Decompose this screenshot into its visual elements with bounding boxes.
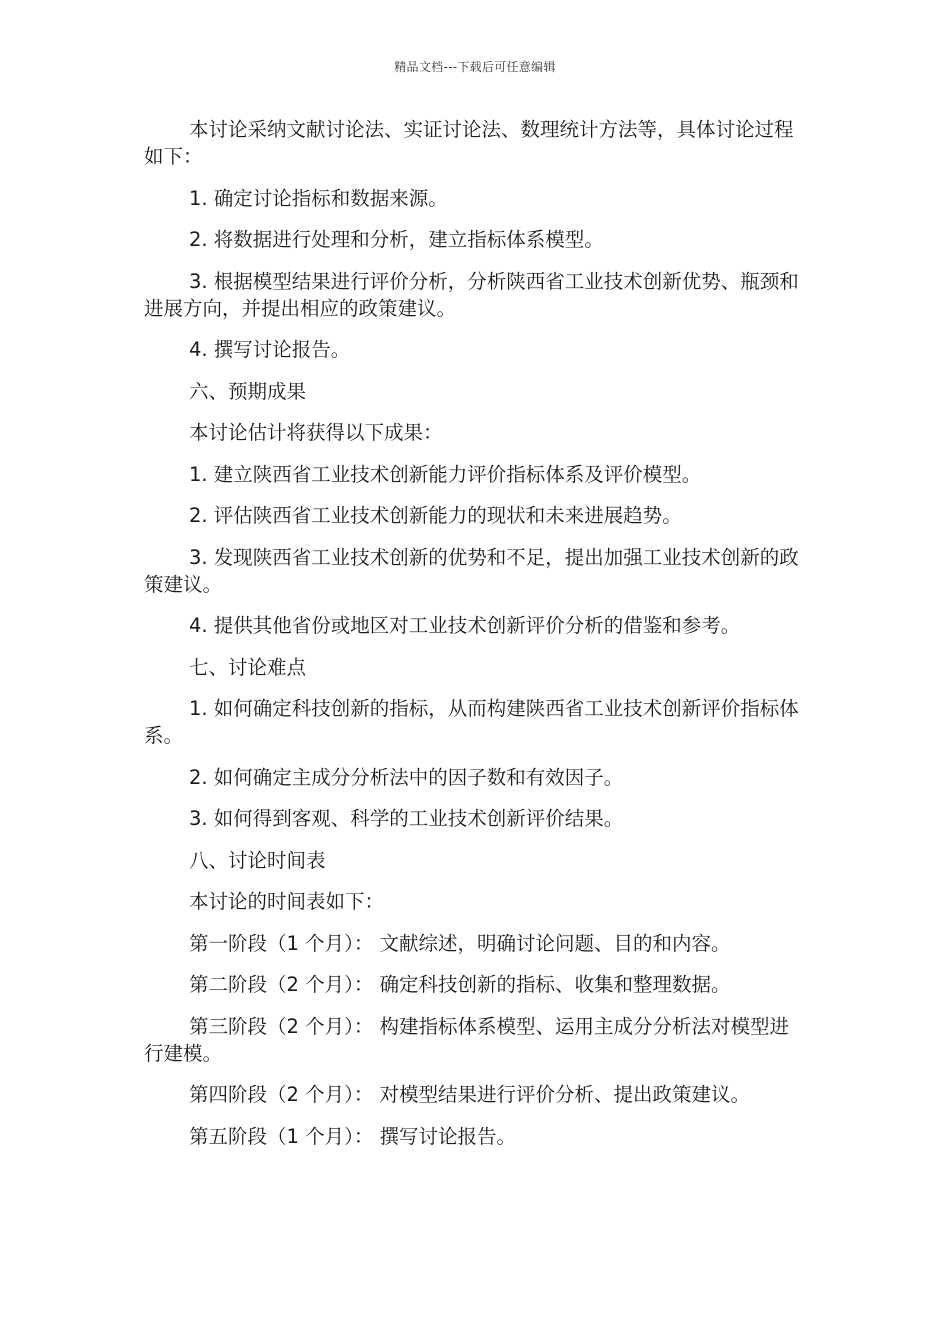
paragraph-phase-2: 第二阶段（2 个月）： 确定科技创新的指标、收集和整理数据。	[189, 973, 731, 996]
paragraph-step-2: 2. 将数据进行处理和分析，建立指标体系模型。	[189, 228, 604, 251]
paragraph-step-1: 1. 确定讨论指标和数据来源。	[189, 186, 448, 210]
paragraph-difficulty-1: 1. 如何确定科技创新的指标，从而构建陕西省工业技术创新评价指标体系。	[144, 697, 799, 747]
section-heading-difficulties: 七、讨论难点	[189, 655, 307, 679]
paragraph-difficulty-2: 2. 如何确定主成分分析法中的因子数和有效因子。	[189, 765, 624, 789]
page-header: 精品文档---下载后可任意编辑	[394, 60, 556, 74]
section-heading-expected-results: 六、预期成果	[189, 379, 307, 403]
paragraph-phase-4: 第四阶段（2 个月）： 对模型结果进行评价分析、提出政策建议。	[189, 1083, 751, 1106]
paragraph-phase-3: 第三阶段（2 个月）： 构建指标体系模型、运用主成分分析法对模型进行建模。	[144, 1014, 790, 1065]
paragraph-timeline-intro: 本讨论的时间表如下：	[189, 890, 385, 913]
paragraph-method-intro: 本讨论采纳文献讨论法、实证讨论法、数理统计方法等，具体讨论过程如下：	[144, 118, 794, 168]
paragraph-results-intro: 本讨论估计将获得以下成果：	[189, 421, 443, 444]
paragraph-difficulty-3: 3. 如何得到客观、科学的工业技术创新评价结果。	[189, 807, 624, 830]
paragraph-step-4: 4. 撰写讨论报告。	[189, 338, 351, 361]
paragraph-result-2: 2. 评估陕西省工业技术创新能力的现状和未来进展趋势。	[189, 504, 682, 527]
paragraph-step-3: 3. 根据模型结果进行评价分析，分析陕西省工业技术创新优势、瓶颈和进展方向，并提出相应的政策建议。	[144, 269, 799, 320]
document-body	[144, 116, 804, 1164]
paragraph-result-1: 1. 建立陕西省工业技术创新能力评价指标体系及评价模型。	[189, 462, 702, 486]
section-heading-timeline: 八、讨论时间表	[189, 848, 326, 872]
paragraph-phase-1: 第一阶段（1 个月）： 文献综述，明确讨论问题、目的和内容。	[189, 931, 731, 955]
paragraph-phase-5: 第五阶段（1 个月）： 撰写讨论报告。	[189, 1124, 517, 1148]
paragraph-result-3: 3. 发现陕西省工业技术创新的优势和不足，提出加强工业技术创新的政策建议。	[144, 545, 799, 596]
paragraph-result-4: 4. 提供其他省份或地区对工业技术创新评价分析的借鉴和参考。	[189, 614, 741, 637]
